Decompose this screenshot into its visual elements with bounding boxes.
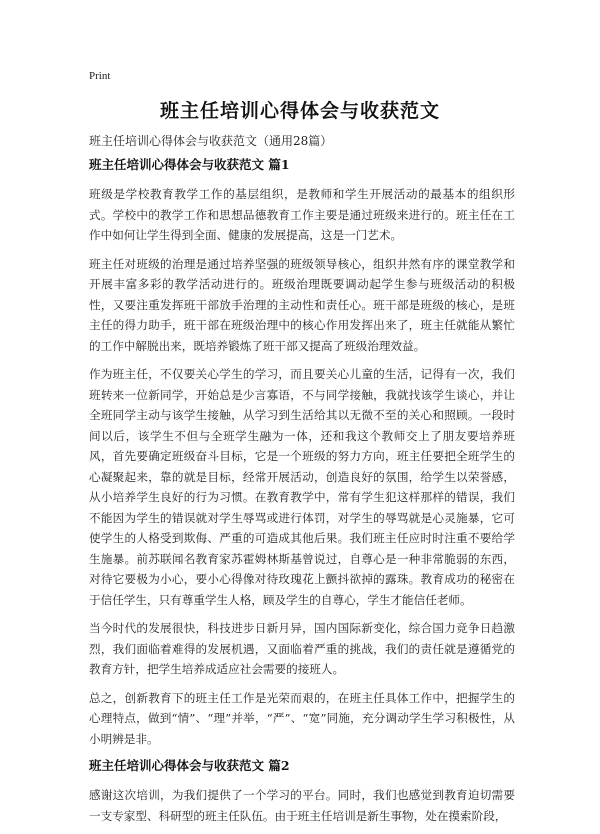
print-link[interactable]: Print <box>89 70 111 82</box>
section-heading: 班主任培训心得体会与收获范文 篇2 <box>89 758 290 773</box>
paragraph: 当今时代的发展很快，科技进步日新月异，国内国际新变化，综合国力竞争日趋激烈，我们面临着难得的发展机遇，又面临着严重的挑战，我们的责任就是遵循党的教育方针，把学生培养成适应社会需要的接班人。 <box>89 621 515 676</box>
document-subtitle: 班主任培训心得体会与收获范文（通用28篇） <box>89 134 333 148</box>
paragraph: 总之，创新教育下的班主任工作是光荣而艰的，在班主任具体工作中，把握学生的心理特点，做到“情”、“理”并举，“严”、“宽”同施，充分调动学生学习积极性，从小明辨是非。 <box>89 690 515 746</box>
paragraph: 班级是学校教育教学工作的基层组织，是教师和学生开展活动的最基本的组织形式。学校中的教学工作和思想品德教育工作主要是通过班级来进行的。班主任在工作中如何让学生得到全面、健康的发展提高，这是一门艺术。 <box>89 187 515 242</box>
paragraph: 感谢这次培训，为我们提供了一个学习的平台。同时，我们也感觉到教育迫切需要一支专家型、科研型的班主任队伍。由于班主任培训是新生事物，处在摸索阶段， <box>89 788 515 823</box>
document-title: 班主任培训心得体会与收获范文 <box>159 100 440 122</box>
paragraph: 班主任对班级的治理是通过培养坚强的班级领导核心，组织井然有序的课堂教学和开展丰富多彩的教学活动进行的。班级治理既要调动起学生参与班级活动的积极性，又要注重发挥班干部放手治理的主动性和责任心。班干部是班级的核心，是班主任的得力助手，班干部在班级治理中的核心作用发挥出来了，班主任就能从繁忙的工作中解脱出来，既培养锻炼了班干部又提高了班级治理效益。 <box>89 256 515 353</box>
section-heading: 班主任培训心得体会与收获范文 篇1 <box>89 157 290 172</box>
document-body <box>89 156 515 834</box>
paragraph: 作为班主任，不仅要关心学生的学习，而且要关心儿童的生活，记得有一次，我们班转来一位新同学，开始总是少言寡语，不与同学接触，我就找该学生谈心，并让全班同学主动与该学生接触，从学习到生活给其以无微不至的关心和照顾。一段时间以后，该学生不但与全班学生融为一体，还和我这个教师交上了朋友要培养班风，首先要确定班级奋斗目标，它是一个班级的努力方向，班主任要把全班学生的心凝聚起来，靠的就是目标，经常开展活动，创造良好的氛围，给学生以荣誉感，从小培养学生良好的行为习惯。在教育教学中，常有学生犯这样那样的错误，我们不能因为学生的错误就对学生辱骂或进行体罚，对学生的辱骂就是心灵施暴，它可使学生的人格受到欺侮、严重的可造成其他后果。我们班主任应时时注重不要给学生施暴。前苏联闻名教育家苏霍姆林斯基曾说过，自尊心是一种非常脆弱的东西，对待它要极为小心，要小心得像对待玫瑰花上颤抖欲掉的露珠。教育成功的秘密在于信任学生，只有尊重学生人格，顾及学生的自尊心，学生才能信任老师。 <box>89 367 515 607</box>
